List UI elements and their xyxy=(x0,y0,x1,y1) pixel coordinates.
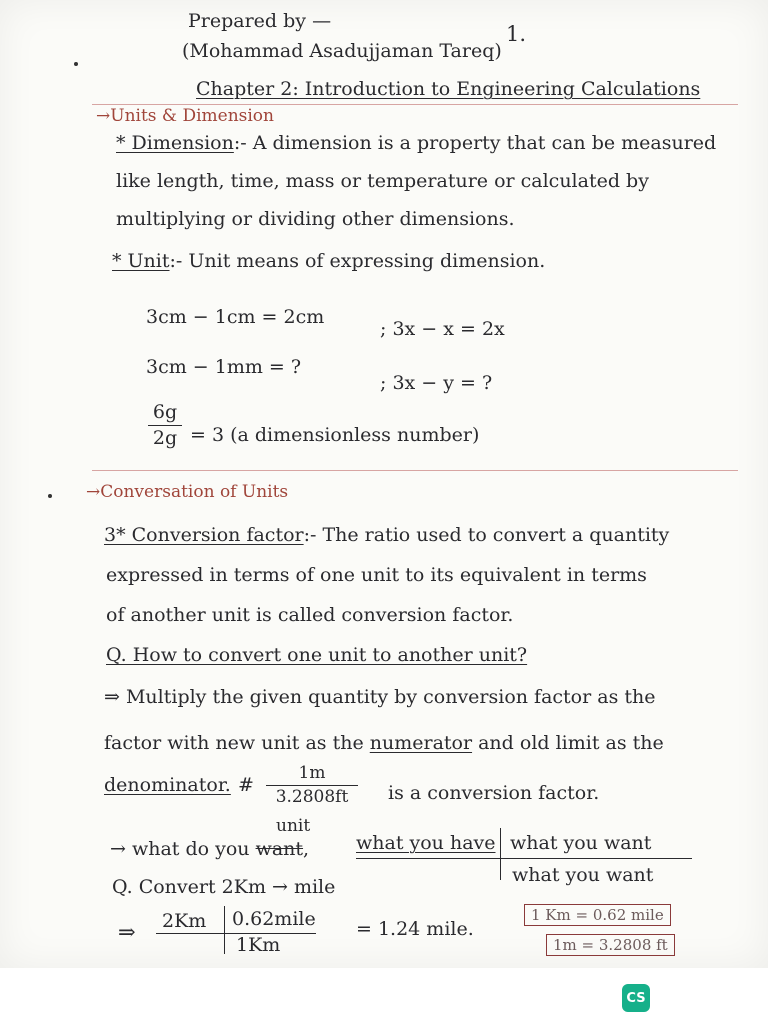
page-number: 1. xyxy=(506,22,527,46)
hash-mark: # xyxy=(238,774,254,796)
factor-bar xyxy=(266,785,358,786)
conversion-line2: expressed in terms of one unit to its equivalent in terms xyxy=(106,564,647,586)
what-you-want-label: what you want xyxy=(510,832,652,854)
example-1-left: 3cm − 1cm = 2cm xyxy=(146,306,325,328)
answer2-result: = 1.24 mile. xyxy=(356,918,474,940)
unit-note: unit xyxy=(276,816,311,836)
factor-numerator: 1m xyxy=(298,763,326,783)
dimension-line3: multiplying or dividing other dimensions. xyxy=(116,208,515,230)
question-convert-units: Q. How to convert one unit to another unit? xyxy=(106,644,528,666)
example-2-right: ; 3x − y = ? xyxy=(380,372,493,394)
answer-line2 xyxy=(104,734,664,753)
what-you-have-label: what you have xyxy=(356,832,496,854)
factor-denominator: 3.2808ft xyxy=(275,786,349,807)
rule-underline xyxy=(356,858,692,859)
margin-dot xyxy=(48,494,52,498)
fact-box-km-mile: 1 Km = 0.62 mile xyxy=(524,904,671,926)
author-name: (Mohammad Asadujjaman Tareq) xyxy=(182,40,502,62)
section-conversion-heading: →Conversation of Units xyxy=(86,482,289,502)
crossed-word: want xyxy=(255,838,304,860)
answer-line1: ⇒ Multiply the given quantity by conversion factor as the xyxy=(104,686,656,708)
fact-box-m-ft: 1m = 3.2808 ft xyxy=(546,934,675,956)
answer2-right-top: 0.62mile xyxy=(232,908,316,930)
conversion-factor-definition xyxy=(104,526,669,545)
conversion-line3: of another unit is called conversion factor. xyxy=(106,604,514,626)
section-units-heading: →Units & Dimension xyxy=(96,106,274,126)
rule-prefix: → what do you want, xyxy=(110,838,310,860)
unit-def: :- Unit means of expressing dimension. xyxy=(169,250,546,272)
fraction-denominator: 2g xyxy=(152,426,178,449)
what-you-want-repeat: what you want xyxy=(512,864,654,886)
answer-line2c: and old limit as the xyxy=(478,732,664,754)
dimension-term: * Dimension xyxy=(116,132,234,154)
prepared-by: Prepared by — xyxy=(188,10,332,32)
conversion-line1: :- The ratio used to convert a quantity xyxy=(303,524,670,546)
answer2-arrow: ⇒ xyxy=(118,920,136,944)
denominator-word: denominator. xyxy=(104,774,231,796)
dimensionless-result: = 3 (a dimensionless number) xyxy=(190,424,480,446)
fraction-numerator: 6g xyxy=(152,401,178,423)
conversion-factor-term: 3* Conversion factor xyxy=(104,524,304,546)
dimension-line1: :- A dimension is a property that can be measured xyxy=(233,132,717,154)
dimensionless-fraction xyxy=(148,402,182,449)
conversion-factor-fraction xyxy=(266,764,358,806)
question-convert-km: Q. Convert 2Km → mile xyxy=(112,876,336,898)
divider-line xyxy=(500,828,501,880)
unit-definition xyxy=(112,252,545,271)
unit-term: * Unit xyxy=(112,250,170,272)
rule-prefix-text: → what do you xyxy=(110,838,250,860)
ruled-line xyxy=(92,470,738,471)
answer-line3b: is a conversion factor. xyxy=(388,782,600,804)
dimension-definition xyxy=(116,134,716,153)
answer2-divider xyxy=(224,906,225,954)
ruled-line xyxy=(92,104,738,105)
example-1-right: ; 3x − x = 2x xyxy=(380,318,505,340)
camscanner-logo: CS xyxy=(622,984,650,1012)
example-2-left: 3cm − 1mm = ? xyxy=(146,356,302,378)
numerator-word: numerator xyxy=(369,732,473,754)
fraction-bar xyxy=(148,425,182,426)
answer2-left: 2Km xyxy=(162,910,207,932)
answer2-right-bottom: 1Km xyxy=(236,934,281,956)
answer-line2a: factor with new unit as the xyxy=(104,732,364,754)
chapter-title: Chapter 2: Introduction to Engineering Calculations xyxy=(196,78,701,100)
margin-dot xyxy=(74,62,78,66)
dimension-line2: like length, time, mass or temperature or calculated by xyxy=(116,170,649,192)
